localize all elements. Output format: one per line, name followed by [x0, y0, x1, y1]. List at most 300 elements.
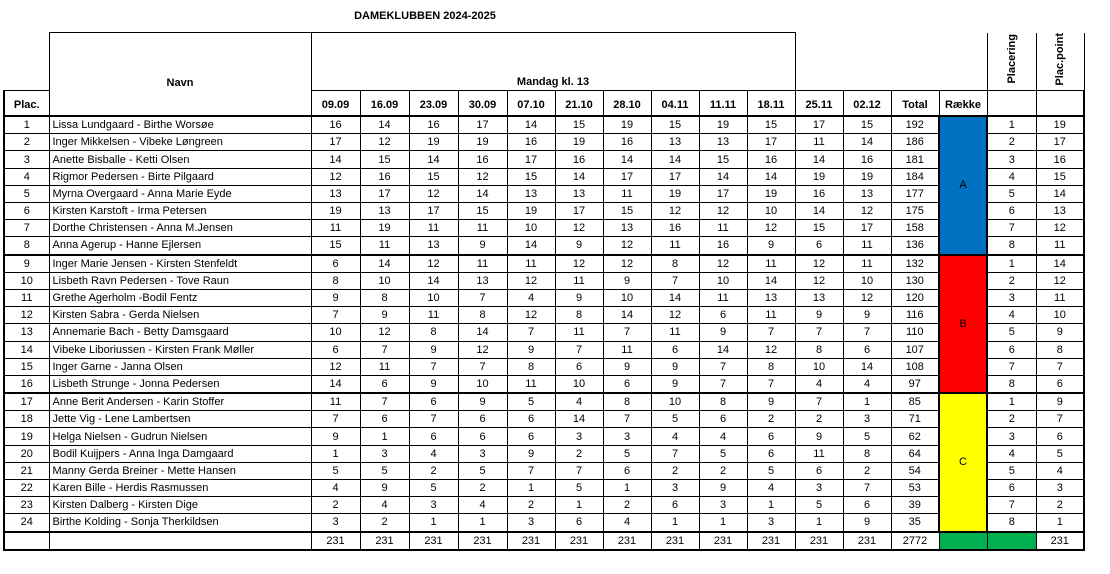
- score-cell: 4: [699, 428, 747, 445]
- plac-point-cell: 2: [1036, 497, 1084, 514]
- table-row: [4, 116, 1084, 134]
- score-cell: 14: [603, 307, 651, 324]
- score-cell: 17: [603, 168, 651, 185]
- table-row: [4, 272, 1084, 289]
- score-cell: 4: [458, 497, 507, 514]
- score-cell: 14: [747, 272, 795, 289]
- plac-point-cell: 12: [1036, 272, 1084, 289]
- score-cell: 6: [458, 428, 507, 445]
- score-cell: 14: [603, 151, 651, 168]
- score-cell: 11: [795, 134, 843, 151]
- score-cell: 7: [311, 411, 360, 428]
- score-cell: 16: [843, 151, 891, 168]
- score-cell: 9: [699, 480, 747, 497]
- plac-point-cell: 12: [1036, 220, 1084, 237]
- score-cell: 1: [409, 514, 458, 532]
- plac-point-cell: 6: [1036, 375, 1084, 393]
- score-cell: 12: [843, 203, 891, 220]
- score-cell: 6: [747, 428, 795, 445]
- plac-cell: 20: [4, 445, 49, 462]
- plac-cell: 6: [4, 203, 49, 220]
- score-cell: 11: [603, 185, 651, 202]
- plac-point-cell: 6: [1036, 428, 1084, 445]
- score-cell: 9: [458, 393, 507, 411]
- score-cell: 7: [699, 358, 747, 375]
- score-cell: 5: [360, 462, 409, 479]
- total-header: Total: [891, 91, 939, 117]
- score-cell: 2: [360, 514, 409, 532]
- score-cell: 1: [555, 497, 603, 514]
- score-cell: 8: [311, 272, 360, 289]
- score-cell: 17: [699, 185, 747, 202]
- plac-point-cell: 11: [1036, 237, 1084, 255]
- plac-cell: 3: [4, 151, 49, 168]
- total-cell: 136: [891, 237, 939, 255]
- score-cell: 8: [795, 341, 843, 358]
- score-cell: 16: [409, 116, 458, 134]
- totals-score-cell: 231: [843, 532, 891, 550]
- score-cell: 15: [311, 237, 360, 255]
- table-row: [4, 411, 1084, 428]
- score-cell: 6: [311, 341, 360, 358]
- name-cell: Anette Bisballe - Ketti Olsen: [49, 151, 311, 168]
- score-cell: 5: [311, 462, 360, 479]
- score-cell: 7: [458, 289, 507, 306]
- score-cell: 14: [651, 289, 699, 306]
- score-cell: 12: [795, 255, 843, 273]
- score-cell: 11: [409, 307, 458, 324]
- score-cell: 16: [360, 168, 409, 185]
- plac-point-cell: 9: [1036, 393, 1084, 411]
- score-cell: 8: [409, 324, 458, 341]
- score-cell: 9: [311, 428, 360, 445]
- score-cell: 7: [507, 324, 555, 341]
- score-cell: 15: [458, 203, 507, 220]
- score-cell: 8: [699, 393, 747, 411]
- score-cell: 8: [747, 358, 795, 375]
- name-cell: Lissa Lundgaard - Birthe Worsøe: [49, 116, 311, 134]
- score-cell: 9: [795, 307, 843, 324]
- score-cell: 19: [603, 116, 651, 134]
- totals-score-cell: 231: [747, 532, 795, 550]
- score-cell: 11: [795, 445, 843, 462]
- score-cell: 3: [555, 428, 603, 445]
- score-cell: 15: [843, 116, 891, 134]
- placering-cell: 5: [987, 462, 1036, 479]
- score-cell: 6: [699, 307, 747, 324]
- score-cell: 9: [311, 289, 360, 306]
- plac-point-cell: 3: [1036, 480, 1084, 497]
- date-header: 11.11: [699, 91, 747, 117]
- score-cell: 5: [795, 497, 843, 514]
- totals-score-cell: 231: [555, 532, 603, 550]
- score-cell: 15: [699, 151, 747, 168]
- score-cell: 6: [843, 497, 891, 514]
- score-cell: 11: [311, 220, 360, 237]
- totals-score-cell: 231: [651, 532, 699, 550]
- score-cell: 3: [603, 428, 651, 445]
- score-cell: 13: [311, 185, 360, 202]
- score-cell: 11: [843, 255, 891, 273]
- total-cell: 108: [891, 358, 939, 375]
- score-cell: 17: [360, 185, 409, 202]
- score-cell: 4: [651, 428, 699, 445]
- table-row: [4, 393, 1084, 411]
- name-cell: Anna Agerup - Hanne Ejlersen: [49, 237, 311, 255]
- name-cell: Kirsten Karstoft - Irma Petersen: [49, 203, 311, 220]
- plac-cell: 22: [4, 480, 49, 497]
- total-cell: 177: [891, 185, 939, 202]
- total-cell: 35: [891, 514, 939, 532]
- name-cell: Inger Garne - Janna Olsen: [49, 358, 311, 375]
- date-header: 18.11: [747, 91, 795, 117]
- score-cell: 19: [458, 134, 507, 151]
- score-cell: 16: [555, 151, 603, 168]
- total-cell: 192: [891, 116, 939, 134]
- score-cell: 1: [458, 514, 507, 532]
- score-cell: 16: [651, 220, 699, 237]
- totals-score-cell: 231: [311, 532, 360, 550]
- total-cell: 181: [891, 151, 939, 168]
- score-cell: 5: [555, 480, 603, 497]
- score-cell: 3: [360, 445, 409, 462]
- score-cell: 15: [795, 220, 843, 237]
- score-cell: 17: [555, 203, 603, 220]
- score-cell: 11: [651, 324, 699, 341]
- score-cell: 2: [699, 462, 747, 479]
- table-row: [4, 428, 1084, 445]
- score-cell: 9: [843, 307, 891, 324]
- score-cell: 9: [603, 272, 651, 289]
- table-row: [4, 341, 1084, 358]
- placering-cell: 4: [987, 445, 1036, 462]
- name-cell: Kirsten Sabra - Gerda Nielsen: [49, 307, 311, 324]
- name-cell: Helga Nielsen - Gudrun Nielsen: [49, 428, 311, 445]
- score-cell: 6: [507, 428, 555, 445]
- score-cell: 6: [795, 462, 843, 479]
- score-cell: 13: [360, 203, 409, 220]
- plac-cell: 12: [4, 307, 49, 324]
- score-cell: 14: [507, 116, 555, 134]
- score-cell: 4: [507, 289, 555, 306]
- results-table: [3, 32, 1085, 551]
- score-cell: 6: [311, 255, 360, 273]
- score-cell: 13: [507, 185, 555, 202]
- score-cell: 2: [507, 497, 555, 514]
- plac-cell: 16: [4, 375, 49, 393]
- score-cell: 1: [507, 480, 555, 497]
- date-header: 04.11: [651, 91, 699, 117]
- name-cell: Grethe Agerholm -Bodil Fentz: [49, 289, 311, 306]
- name-cell: Dorthe Christensen - Anna M.Jensen: [49, 220, 311, 237]
- plac-point-cell: 16: [1036, 151, 1084, 168]
- score-cell: 7: [603, 411, 651, 428]
- plac-cell: 17: [4, 393, 49, 411]
- score-cell: 2: [843, 462, 891, 479]
- table-row: [4, 237, 1084, 255]
- score-cell: 9: [795, 428, 843, 445]
- total-cell: 97: [891, 375, 939, 393]
- score-cell: 11: [507, 255, 555, 273]
- score-cell: 3: [699, 497, 747, 514]
- score-cell: 16: [458, 151, 507, 168]
- totals-score-cell: 231: [409, 532, 458, 550]
- score-cell: 8: [651, 255, 699, 273]
- score-cell: 7: [843, 480, 891, 497]
- score-cell: 12: [409, 185, 458, 202]
- score-cell: 16: [699, 237, 747, 255]
- score-cell: 1: [795, 514, 843, 532]
- score-cell: 3: [311, 514, 360, 532]
- score-cell: 11: [747, 307, 795, 324]
- score-cell: 12: [360, 134, 409, 151]
- score-cell: 16: [795, 185, 843, 202]
- total-cell: 110: [891, 324, 939, 341]
- score-cell: 10: [651, 393, 699, 411]
- score-cell: 12: [555, 255, 603, 273]
- name-cell: Karen Bille - Herdis Rasmussen: [49, 480, 311, 497]
- score-cell: 14: [795, 203, 843, 220]
- score-cell: 14: [409, 272, 458, 289]
- date-header: 09.09: [311, 91, 360, 117]
- score-cell: 7: [458, 358, 507, 375]
- score-cell: 16: [603, 134, 651, 151]
- score-cell: 14: [795, 151, 843, 168]
- score-cell: 6: [699, 411, 747, 428]
- score-cell: 7: [699, 375, 747, 393]
- score-cell: 6: [747, 445, 795, 462]
- raekke-group-cell: A: [939, 116, 987, 255]
- plac-cell: 1: [4, 116, 49, 134]
- plac-cell: 9: [4, 255, 49, 273]
- totals-name-cell: [49, 532, 311, 550]
- score-cell: 5: [747, 462, 795, 479]
- score-cell: 10: [699, 272, 747, 289]
- plac-point-cell: 1: [1036, 514, 1084, 532]
- score-cell: 12: [795, 272, 843, 289]
- placering-cell: 2: [987, 272, 1036, 289]
- score-cell: 14: [843, 358, 891, 375]
- table-row: [4, 497, 1084, 514]
- placering-cell: 6: [987, 203, 1036, 220]
- table-row: [4, 168, 1084, 185]
- score-cell: 8: [507, 358, 555, 375]
- score-cell: 6: [458, 411, 507, 428]
- score-cell: 10: [795, 358, 843, 375]
- score-cell: 13: [651, 134, 699, 151]
- name-cell: Birthe Kolding - Sonja Therkildsen: [49, 514, 311, 532]
- score-cell: 7: [651, 272, 699, 289]
- score-cell: 12: [699, 255, 747, 273]
- score-cell: 7: [747, 375, 795, 393]
- name-header: Navn: [49, 33, 311, 91]
- table-row: [4, 255, 1084, 273]
- score-cell: 9: [555, 237, 603, 255]
- name-cell: Inger Mikkelsen - Vibeke Løngreen: [49, 134, 311, 151]
- total-cell: 186: [891, 134, 939, 151]
- score-cell: 17: [458, 116, 507, 134]
- score-cell: 2: [555, 445, 603, 462]
- plac-cell: 7: [4, 220, 49, 237]
- score-cell: 4: [795, 375, 843, 393]
- plac-cell: 4: [4, 168, 49, 185]
- score-cell: 14: [360, 255, 409, 273]
- placering-cell: 7: [987, 358, 1036, 375]
- name-cell: Kirsten Dalberg - Kirsten Dige: [49, 497, 311, 514]
- score-cell: 11: [843, 237, 891, 255]
- placering-cell: 4: [987, 307, 1036, 324]
- score-cell: 11: [458, 255, 507, 273]
- score-cell: 11: [360, 358, 409, 375]
- score-cell: 10: [747, 203, 795, 220]
- score-cell: 12: [603, 255, 651, 273]
- score-cell: 1: [360, 428, 409, 445]
- score-cell: 19: [360, 220, 409, 237]
- sheet-title: DAMEKLUBBEN 2024-2025: [354, 10, 496, 22]
- table-row: [4, 307, 1084, 324]
- score-cell: 13: [458, 272, 507, 289]
- table-row: [4, 289, 1084, 306]
- plac-point-cell: 14: [1036, 185, 1084, 202]
- total-cell: 71: [891, 411, 939, 428]
- session-header: Mandag kl. 13: [311, 33, 795, 91]
- score-cell: 15: [747, 116, 795, 134]
- score-cell: 4: [360, 497, 409, 514]
- plac-point-cell: 11: [1036, 289, 1084, 306]
- score-cell: 14: [555, 168, 603, 185]
- totals-row: [4, 532, 1084, 550]
- score-cell: 1: [843, 393, 891, 411]
- score-cell: 1: [603, 480, 651, 497]
- total-cell: 62: [891, 428, 939, 445]
- score-cell: 9: [747, 393, 795, 411]
- score-cell: 12: [651, 203, 699, 220]
- score-cell: 12: [555, 220, 603, 237]
- score-cell: 11: [507, 375, 555, 393]
- name-cell: Lisbeth Strunge - Jonna Pedersen: [49, 375, 311, 393]
- plac-point-cell: 15: [1036, 168, 1084, 185]
- score-cell: 16: [747, 151, 795, 168]
- score-cell: 17: [651, 168, 699, 185]
- name-cell: Rigmor Pedersen - Birte Pilgaard: [49, 168, 311, 185]
- score-cell: 19: [795, 168, 843, 185]
- plac-point-cell: 13: [1036, 203, 1084, 220]
- total-cell: 175: [891, 203, 939, 220]
- score-cell: 15: [360, 151, 409, 168]
- totals-point-cell: 231: [1036, 532, 1084, 550]
- score-cell: 9: [507, 341, 555, 358]
- score-cell: 11: [311, 393, 360, 411]
- totals-score-cell: 231: [603, 532, 651, 550]
- score-cell: 6: [603, 462, 651, 479]
- total-cell: 116: [891, 307, 939, 324]
- score-cell: 3: [795, 480, 843, 497]
- score-cell: 9: [651, 375, 699, 393]
- score-cell: 13: [409, 237, 458, 255]
- total-cell: 39: [891, 497, 939, 514]
- placering-cell: 6: [987, 480, 1036, 497]
- plac-cell: 10: [4, 272, 49, 289]
- date-header: 07.10: [507, 91, 555, 117]
- plac-cell: 18: [4, 411, 49, 428]
- placering-cell: 8: [987, 375, 1036, 393]
- score-cell: 13: [795, 289, 843, 306]
- score-cell: 14: [409, 151, 458, 168]
- score-cell: 12: [311, 358, 360, 375]
- score-cell: 6: [651, 341, 699, 358]
- score-cell: 3: [651, 480, 699, 497]
- score-cell: 2: [311, 497, 360, 514]
- score-cell: 14: [747, 168, 795, 185]
- score-cell: 17: [843, 220, 891, 237]
- plac-cell: 11: [4, 289, 49, 306]
- totals-raekke-swatch: [939, 532, 987, 550]
- table-row: [4, 462, 1084, 479]
- score-cell: 11: [699, 289, 747, 306]
- score-cell: 12: [747, 220, 795, 237]
- score-cell: 10: [507, 220, 555, 237]
- total-cell: 132: [891, 255, 939, 273]
- name-cell: Annemarie Bach - Betty Damsgaard: [49, 324, 311, 341]
- placering-header: Placering: [1005, 34, 1018, 84]
- totals-score-cell: 231: [699, 532, 747, 550]
- score-cell: 12: [651, 307, 699, 324]
- placering-cell: 5: [987, 185, 1036, 202]
- date-header: 16.09: [360, 91, 409, 117]
- date-header: 02.12: [843, 91, 891, 117]
- score-cell: 12: [458, 341, 507, 358]
- score-cell: 7: [555, 341, 603, 358]
- score-cell: 10: [360, 272, 409, 289]
- placering-cell: 2: [987, 134, 1036, 151]
- score-cell: 15: [555, 116, 603, 134]
- score-cell: 6: [360, 411, 409, 428]
- raekke-header: Række: [939, 91, 987, 117]
- score-cell: 14: [360, 116, 409, 134]
- placering-cell: 6: [987, 341, 1036, 358]
- score-cell: 2: [747, 411, 795, 428]
- date-header: 23.09: [409, 91, 458, 117]
- score-cell: 13: [747, 289, 795, 306]
- placering-cell: 8: [987, 237, 1036, 255]
- score-cell: 9: [360, 307, 409, 324]
- score-cell: 7: [795, 393, 843, 411]
- score-cell: 4: [555, 393, 603, 411]
- totals-score-cell: 231: [360, 532, 409, 550]
- score-cell: 14: [311, 151, 360, 168]
- score-cell: 10: [409, 289, 458, 306]
- plac-cell: 2: [4, 134, 49, 151]
- table-row: [4, 220, 1084, 237]
- score-cell: 9: [458, 237, 507, 255]
- placering-cell: 4: [987, 168, 1036, 185]
- score-cell: 3: [747, 514, 795, 532]
- score-cell: 17: [795, 116, 843, 134]
- score-cell: 7: [795, 324, 843, 341]
- score-cell: 11: [360, 237, 409, 255]
- score-cell: 9: [360, 480, 409, 497]
- score-cell: 11: [555, 272, 603, 289]
- plac-cell: 21: [4, 462, 49, 479]
- score-cell: 17: [409, 203, 458, 220]
- score-cell: 12: [507, 307, 555, 324]
- score-cell: 6: [843, 341, 891, 358]
- score-cell: 13: [699, 134, 747, 151]
- total-cell: 130: [891, 272, 939, 289]
- score-cell: 17: [507, 151, 555, 168]
- score-cell: 3: [507, 514, 555, 532]
- score-cell: 16: [507, 134, 555, 151]
